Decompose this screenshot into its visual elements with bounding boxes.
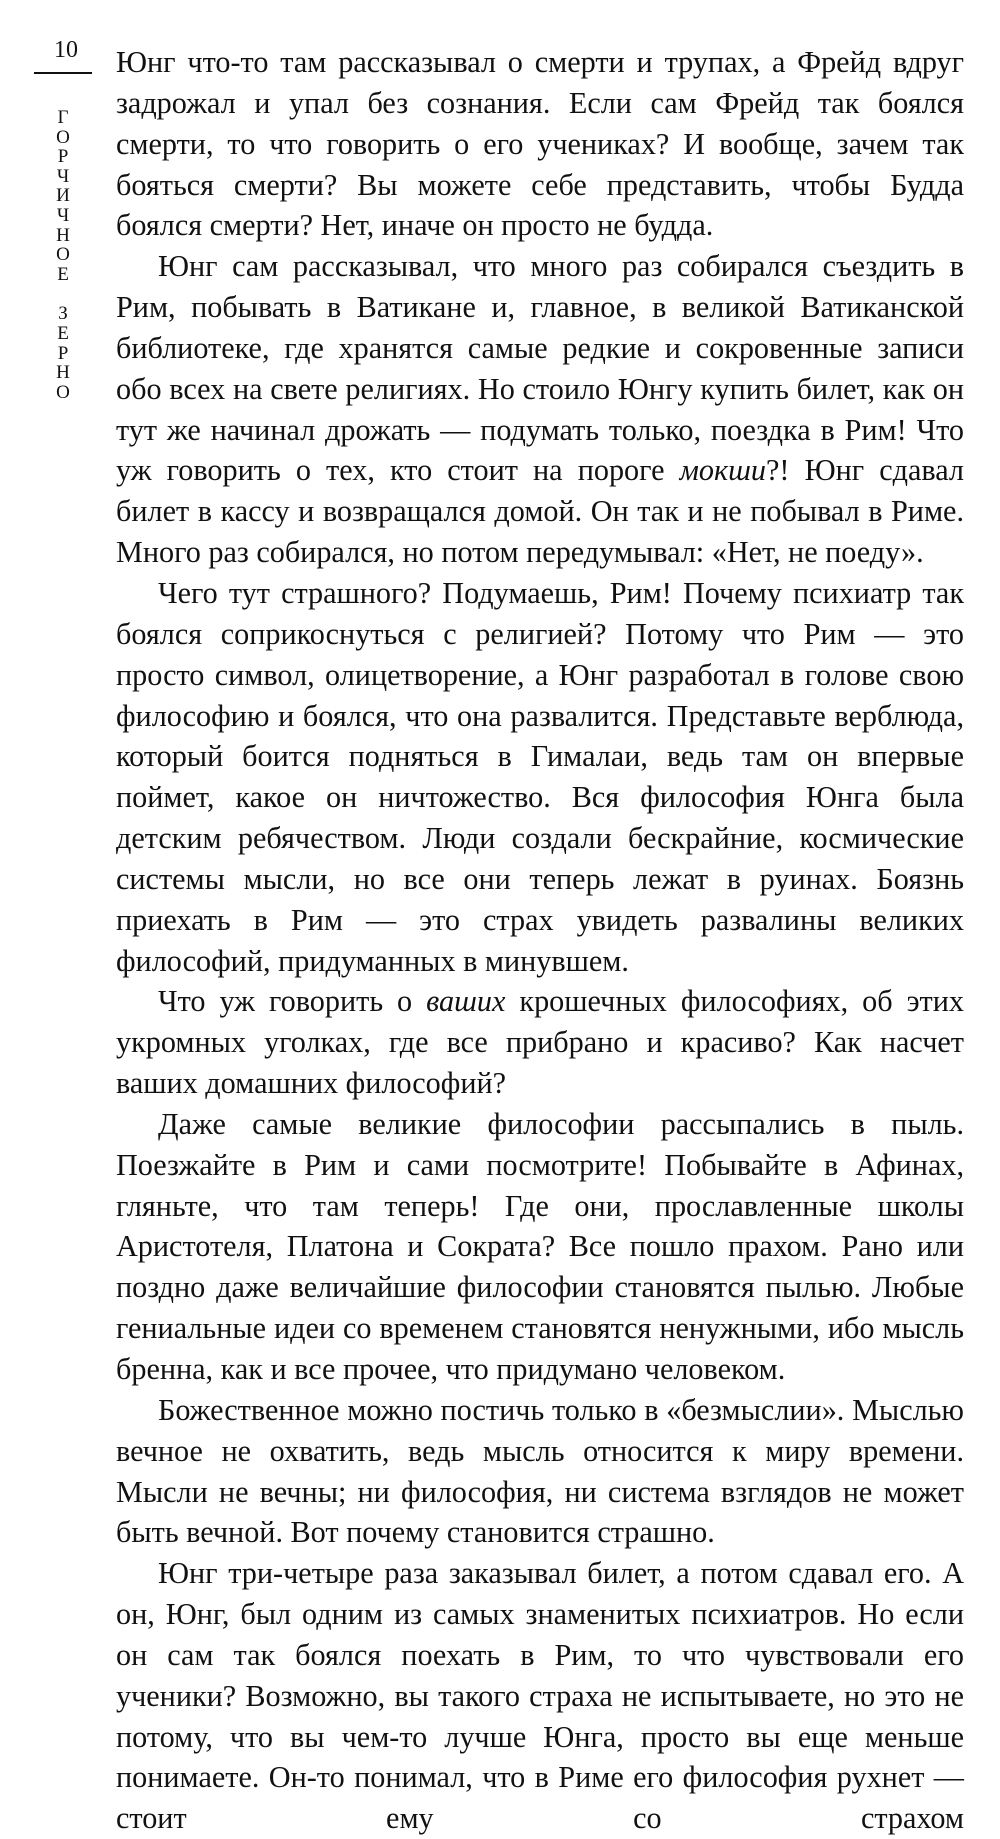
paragraph (116, 981, 964, 1104)
running-title (50, 108, 76, 402)
running-title-letter: З (58, 303, 68, 325)
paragraph-text: ?! Юнг сдавал билет в кассу и возвращался домой. Он так и не побывал в Риме. Много раз собирался, но потом передумывал: «Нет, не поеду». (116, 453, 964, 570)
running-title-letter: Ч (56, 204, 70, 226)
running-title-letter: Р (57, 342, 69, 364)
emphasized-word: ваших (426, 984, 506, 1019)
page-number: 10 (54, 37, 78, 63)
paragraph: Даже самые великие философии рассыпались в пыль. Поезжайте в Рим и сами посмотрите! Побывайте в Афинах, гляньте, что там теперь! Где они, прославленные школы Аристотеля, Платона и Сократа? Все пошло прахом. Рано или поздно даже величайшие философии становятся пылью. Любые гениальные идеи со временем становятся ненужными, ибо мысль бренна, как и все прочее, что придумано человеком. (116, 1106, 964, 1386)
paragraph: Божественное можно постичь только в «безмыслии». Мыслью вечное не охватить, ведь мысль относится к миру времени. Мысли не вечны; ни философия, ни система взглядов не может быть вечной. Вот почему становится страшно. (116, 1392, 964, 1550)
running-title-letter: Е (57, 263, 69, 285)
paragraph-text: Что уж говорить о (158, 984, 427, 1019)
paragraph: Юнг три-четыре раза заказывал билет, а потом сдавал его. А он, Юнг, был одним из самых знаменитых психиатров. Но если он сам так боялся поехать в Рим, то что чувствовали его ученики? Возможно, вы такого страха не испытываете, но это не потому, что вы чем-то лучше Юнга, просто вы еще меньше понимаете. Он-то понимал, что в Риме его философия рухнет — стоит ему со страхом (116, 1556, 964, 1836)
paragraph-text: Юнг сам рассказывал, что много раз собирался съездить в Рим, побывать в Ватикане и, главное, в великой Ватиканской библиотеке, где хранятся самые редкие и сокровенные записи обо всех на свете религиях. Но стоило Юнгу купить билет, как он тут же начинал дрожать — подумать только, поездка в Рим! Что уж говорить о тех, кто стоит на пороге (116, 249, 964, 488)
running-title-letter: Н (56, 362, 70, 384)
running-title-letter: Н (56, 224, 70, 246)
running-title-letter: О (56, 126, 70, 148)
paragraph (116, 246, 964, 573)
paragraph: Юнг что-то там рассказывал о смерти и трупах, а Фрейд вдруг задрожал и упал без сознания. Если сам Фрейд так боялся смерти, то что говорить о его учениках? И вообще, зачем так бояться смерти? Вы можете себе представить, чтобы Будда боялся смерти? Нет, иначе он просто не будда. (116, 45, 964, 243)
running-title-letter: Г (57, 107, 69, 128)
running-title-letter: О (56, 381, 70, 403)
running-title-letter: Е (57, 322, 69, 344)
running-title-letter: Р (57, 146, 69, 168)
paragraph-text: крошечных философиях, об этих укромных уголках, где все прибрано и красиво? Как насчет ваших домашних философий? (116, 984, 964, 1101)
running-title-letter: О (56, 244, 70, 266)
running-title-letter: Ч (56, 165, 70, 187)
emphasized-word: мокши (679, 453, 767, 488)
page-number-rule (34, 72, 92, 74)
paragraph: Чего тут страшного? Подумаешь, Рим! Почему психиатр так боялся соприкоснуться с религией? Потому что Рим — это просто символ, олицетворение, а Юнг разработал в голове свою философию и боялся, что она развалится. Представьте верблюда, который боится подняться в Гималаи, ведь там он впервые поймет, какое он ничтожество. Вся философия Юнга была детским ребячеством. Люди создали бескрайние, космические системы мысли, но все они теперь лежат в руинах. Боязнь приехать в Рим — это страх увидеть развалины великих философий, придуманных в минувшем. (116, 575, 964, 978)
main-text-column (116, 42, 964, 1836)
running-title-letter: И (56, 185, 70, 207)
